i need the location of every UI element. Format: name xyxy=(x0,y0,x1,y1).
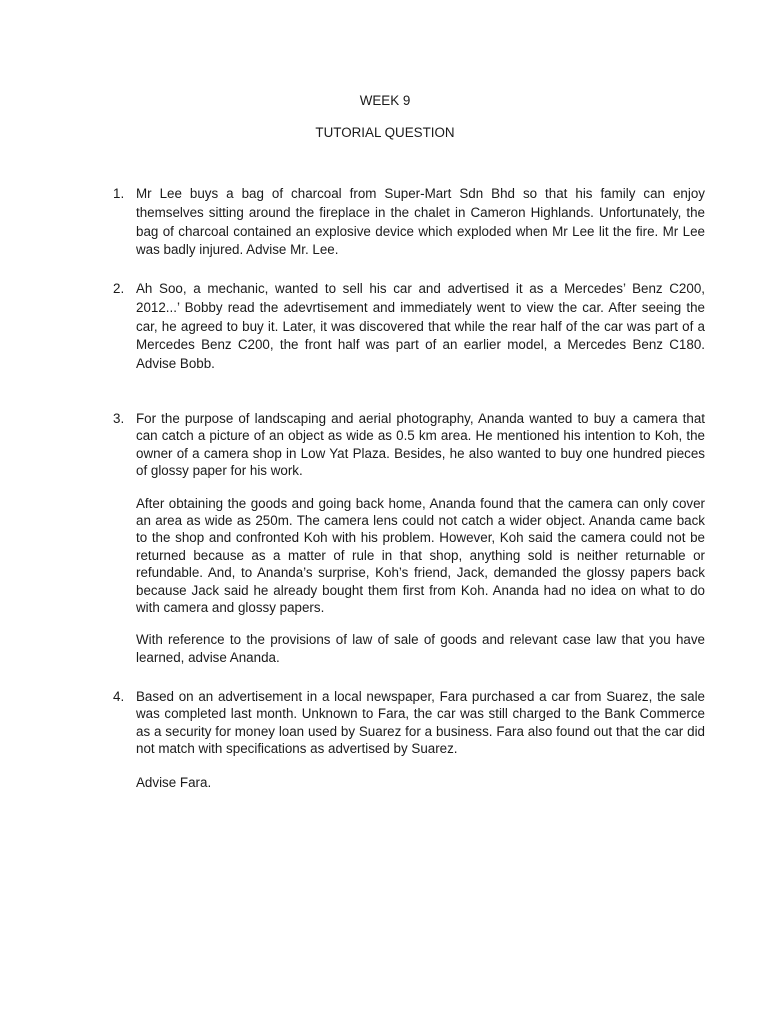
question-body xyxy=(136,410,705,666)
question-paragraph: After obtaining the goods and going back home, Ananda found that the camera can only cover an area as wide as 250m. The camera lens could not catch a wider object. Ananda came back to the shop and confronted Koh with his problem. However, Koh said the camera could not be returned because as a matter of rule in that shop, anything sold is neither returnable or refundable. And, to Ananda’s surprise, Koh’s friend, Jack, demanded the glossy papers back because Jack said he already bought them first from Koh. Ananda had no idea on what to do with camera and glossy papers. xyxy=(136,495,705,616)
question-4 xyxy=(113,688,705,791)
question-paragraph: For the purpose of landscaping and aerial photography, Ananda wanted to buy a camera that can catch a picture of an object as wide as 0.5 km area. He mentioned his intention to Koh, the owner of a camera shop in Low Yat Plaza. Besides, he also wanted to buy one hundred pieces of glossy paper for his work. xyxy=(136,411,705,479)
question-paragraph: Ah Soo, a mechanic, wanted to sell his car and advertised it as a Mercedes’ Benz C200, 2012...’ Bobby read the adevrtisement and immediately went to view the car. After seeing the car, he agreed to buy it. Later, it was discovered that while the rear half of the car was part of a Mercedes Benz C200, the front half was part of an earlier model, a Mercedes Benz C180. Advise Bobb. xyxy=(136,281,705,372)
question-2 xyxy=(113,280,705,374)
question-3 xyxy=(113,410,705,666)
question-paragraph: Mr Lee buys a bag of charcoal from Super-Mart Sdn Bhd so that his family can enjoy themselves sitting around the fireplace in the chalet in Cameron Highlands. Unfortunately, the bag of charcoal contained an explosive device which exploded when Mr Lee lit the fire. Mr Lee was badly injured. Advise Mr. Lee. xyxy=(136,186,705,258)
week-heading: WEEK 9 xyxy=(359,93,411,108)
question-body xyxy=(136,280,705,374)
question-number: 1. xyxy=(113,186,125,201)
question-number: 2. xyxy=(113,281,125,296)
question-body xyxy=(136,688,705,791)
question-1 xyxy=(113,185,705,260)
question-body xyxy=(136,185,705,260)
question-number: 3. xyxy=(113,411,125,426)
tutorial-title: TUTORIAL QUESTION xyxy=(315,125,455,140)
question-paragraph: With reference to the provisions of law of sale of goods and relevant case law that you have learned, advise Ananda. xyxy=(136,632,705,665)
question-paragraph: Advise Fara. xyxy=(136,774,212,790)
question-paragraph: Based on an advertisement in a local newspaper, Fara purchased a car from Suarez, the sale was completed last month. Unknown to Fara, the car was still charged to the Bank Commerce as a security for money loan used by Suarez for a business. Fara also found out that the car did not match with specifications as advertised by Suarez. xyxy=(136,689,705,757)
question-number: 4. xyxy=(113,689,125,704)
